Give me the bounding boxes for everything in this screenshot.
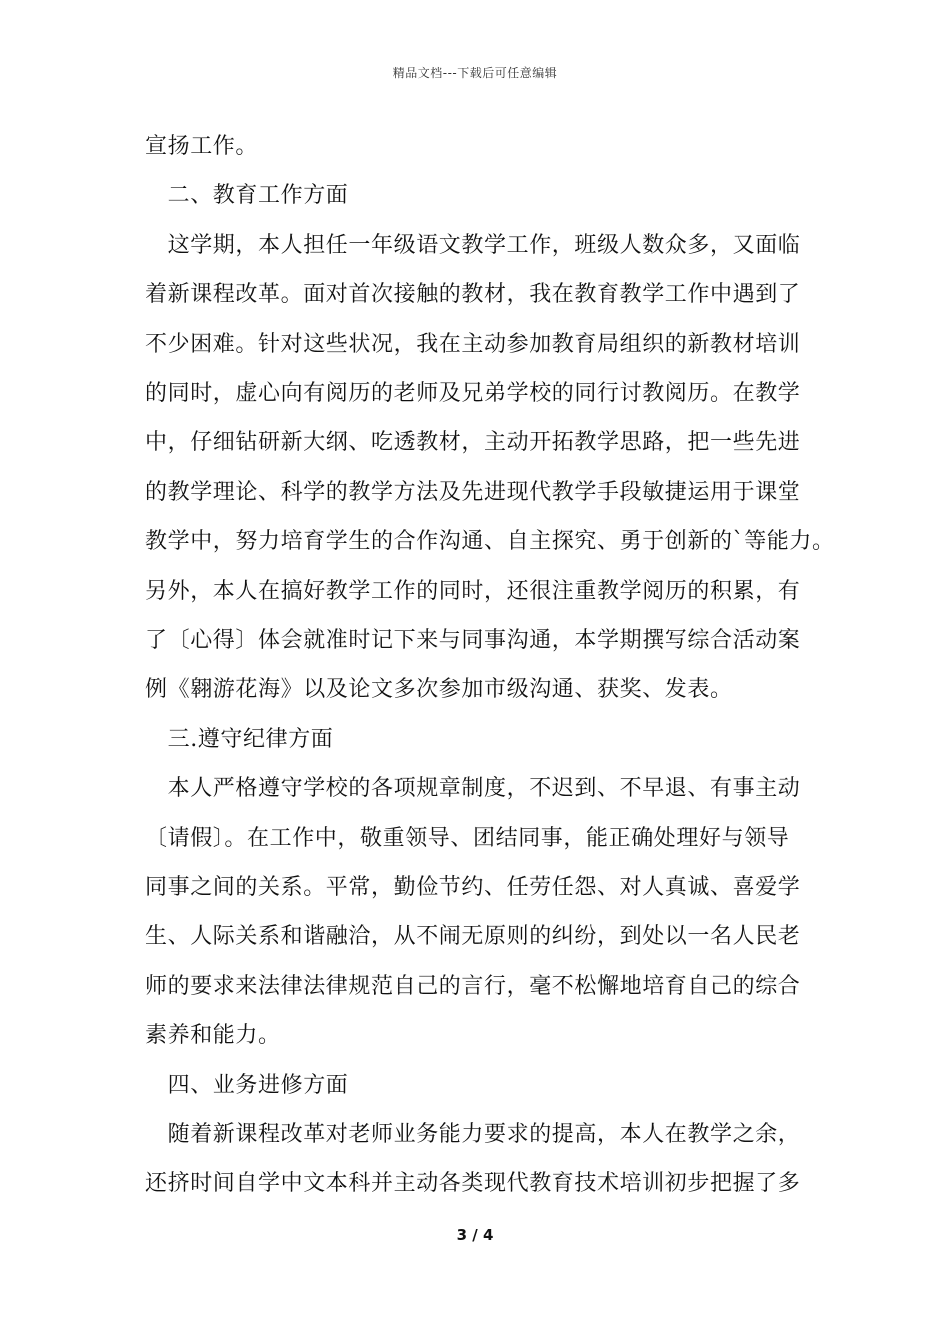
text-line: 还挤时间自学中文本科并主动各类现代教育技术培训初步把握了多: [145, 1171, 801, 1196]
text-line: 素养和能力。: [145, 1023, 281, 1048]
section-heading: 二、教育工作方面: [145, 183, 349, 208]
text-line: 教学中，努力培育学生的合作沟通、自主探究、勇于创新的`等能力。: [145, 529, 835, 554]
section-heading: 三.遵守纪律方面: [145, 727, 334, 752]
text-line: 的同时，虚心向有阅历的老师及兄弟学校的同行讨教阅历。在教学: [145, 381, 801, 406]
text-line: 生、人际关系和谐融洽，从不闹无原则的纠纷，到处以一名人民老: [145, 924, 801, 949]
page-number: 3 / 4: [456, 1226, 494, 1244]
text-line: 师的要求来法律法律规范自己的言行，毫不松懈地培育自己的综合: [145, 974, 801, 999]
text-line: 的教学理论、科学的教学方法及先进现代教学手段敏捷运用于课堂: [145, 480, 801, 505]
text-line: 这学期，本人担任一年级语文教学工作，班级人数众多，又面临: [145, 233, 801, 258]
text-line: 着新课程改革。面对首次接触的教材，我在教育教学工作中遇到了: [145, 282, 801, 307]
text-line: 例《翱游花海》以及论文多次参加市级沟通、获奖、发表。: [145, 677, 733, 702]
text-line: 中，仔细钻研新大纲、吃透教材，主动开拓教学思路，把一些先进: [145, 430, 801, 455]
page-header: 精品文档---下载后可任意编辑: [392, 66, 558, 80]
text-line: 另外，本人在搞好教学工作的同时，还很注重教学阅历的积累，有: [145, 579, 801, 604]
text-line: 〔请假〕。在工作中，敬重领导、团结同事，能正确处理好与领导: [145, 826, 790, 851]
text-line: 不少困难。针对这些状况，我在主动参加教育局组织的新教材培训: [145, 332, 801, 357]
text-line: 同事之间的关系。平常，勤俭节约、任劳任怨、对人真诚、喜爱学: [145, 875, 801, 900]
section-heading: 四、业务进修方面: [145, 1073, 349, 1098]
text-line: 随着新课程改革对老师业务能力要求的提高，本人在教学之余，: [145, 1122, 801, 1147]
text-line: 本人严格遵守学校的各项规章制度，不迟到、不早退、有事主动: [145, 776, 801, 801]
text-line: 宣扬工作。: [145, 134, 259, 159]
text-line: 了〔心得〕体会就准时记下来与同事沟通，本学期撰写综合活动案: [145, 628, 801, 653]
